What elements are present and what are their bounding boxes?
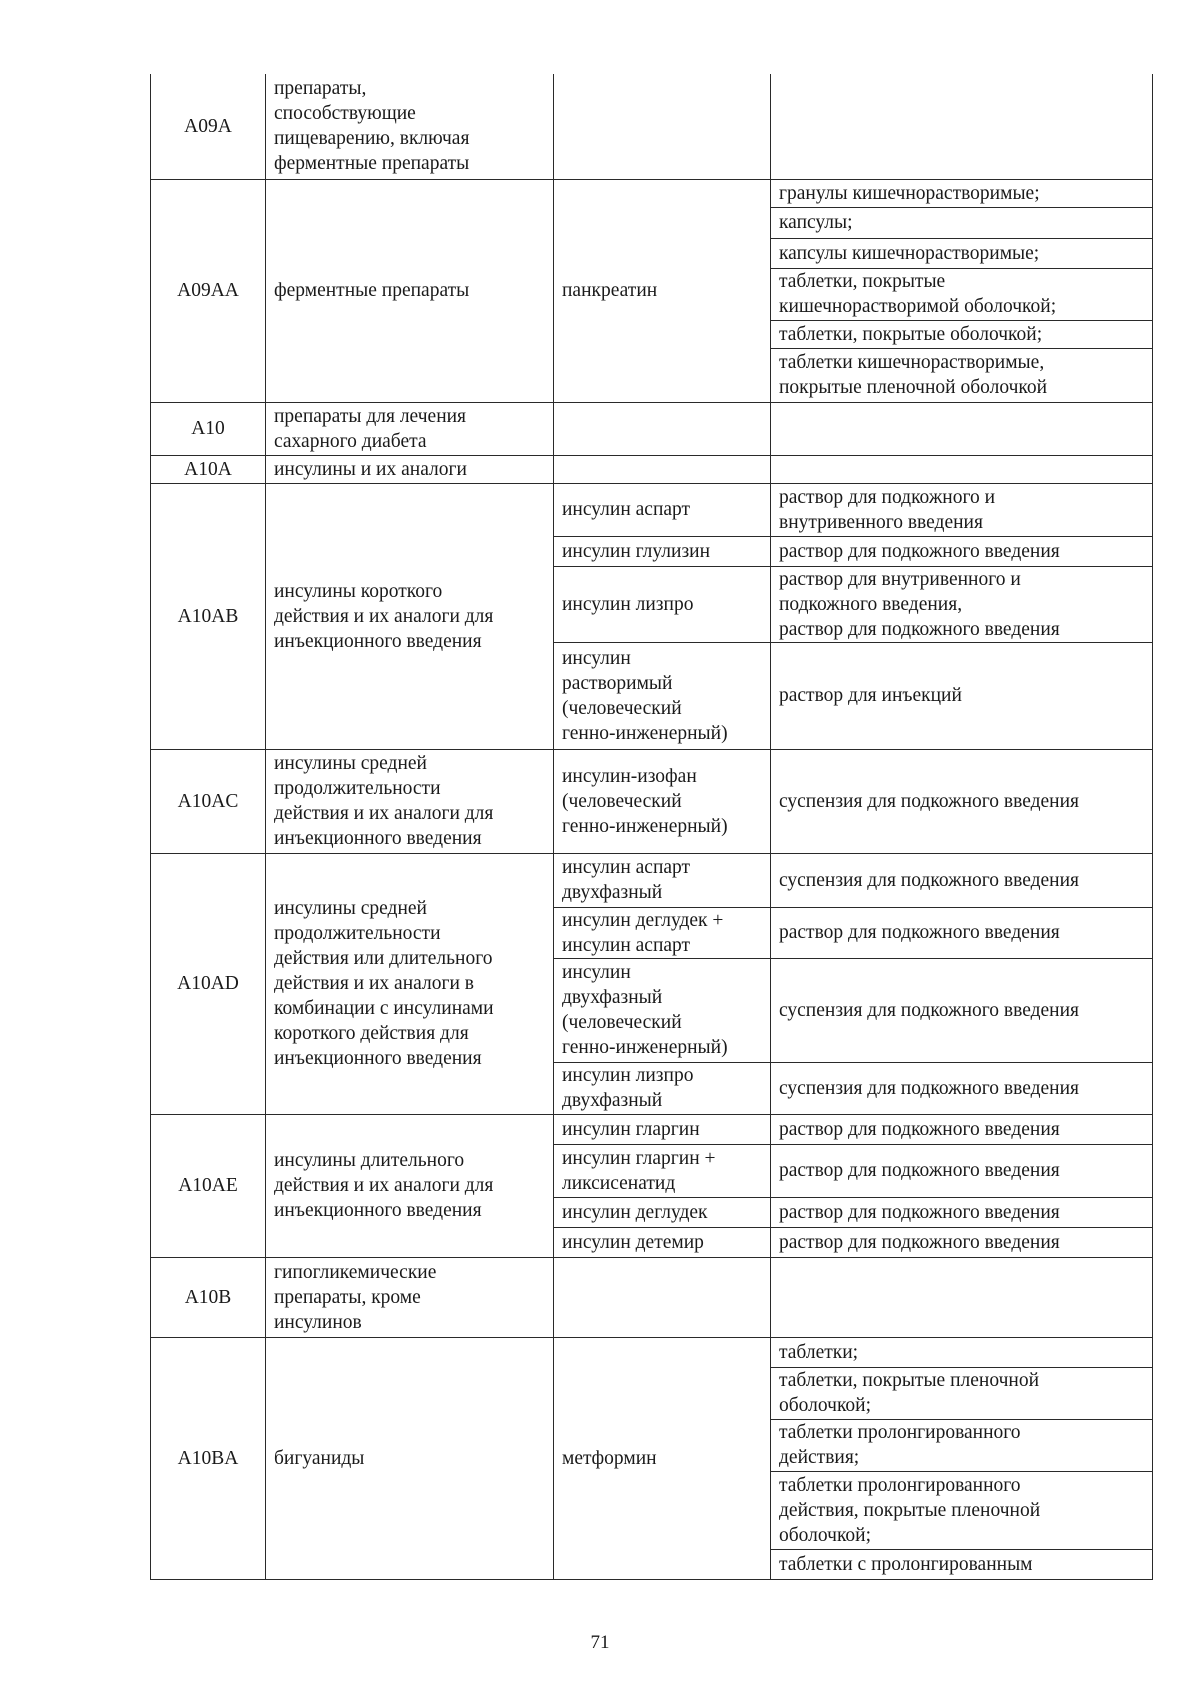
form-cell: гранулы кишечнорастворимые; (771, 179, 1153, 207)
table-row (151, 74, 1153, 179)
table-row (151, 483, 1153, 536)
drug-cell: инсулин двухфазный (человеческий генно-инженерный) (554, 958, 771, 1062)
form-cell: раствор для подкожного введения (771, 1227, 1153, 1257)
drug-cell: инсулин деглудек (554, 1197, 771, 1227)
drug-cell: инсулин детемир (554, 1227, 771, 1257)
form-cell: таблетки пролонгированного действия, покрытые пленочной оболочкой; (771, 1471, 1153, 1549)
drug-cell: инсулин деглудек + инсулин аспарт (554, 907, 771, 958)
form-cell: таблетки с пролонгированным (771, 1549, 1153, 1579)
form-cell: капсулы; (771, 207, 1153, 238)
drug-cell (554, 455, 771, 483)
form-cell (771, 455, 1153, 483)
atc-code-cell: A10AD (151, 853, 266, 1114)
form-cell: суспензия для подкожного введения (771, 749, 1153, 853)
group-name-cell: инсулины средней продолжительности действия и их аналоги для инъекционного введения (266, 749, 554, 853)
drug-cell: инсулин аспарт двухфазный (554, 853, 771, 907)
drug-cell (554, 402, 771, 455)
drug-cell: инсулин лизпро (554, 566, 771, 642)
atc-code-cell: A09A (151, 74, 266, 179)
group-name-cell: инсулины короткого действия и их аналоги для инъекционного введения (266, 483, 554, 749)
atc-code-cell: A10 (151, 402, 266, 455)
atc-code-cell: A10BA (151, 1337, 266, 1579)
drug-cell: инсулин аспарт (554, 483, 771, 536)
form-cell: суспензия для подкожного введения (771, 958, 1153, 1062)
drug-cell: инсулин глулизин (554, 536, 771, 566)
drug-classification-table (150, 74, 1153, 1580)
form-cell: раствор для внутривенного и подкожного введения, раствор для подкожного введения (771, 566, 1153, 642)
drug-cell: инсулин лизпро двухфазный (554, 1062, 771, 1114)
form-cell: таблетки; (771, 1337, 1153, 1367)
atc-code-cell: A10B (151, 1257, 266, 1337)
group-name-cell: препараты, способствующие пищеварению, включая ферментные препараты (266, 74, 554, 179)
form-cell: суспензия для подкожного введения (771, 1062, 1153, 1114)
drug-cell: панкреатин (554, 179, 771, 402)
drug-cell (554, 74, 771, 179)
form-cell (771, 74, 1153, 179)
form-cell: капсулы кишечнорастворимые; (771, 238, 1153, 268)
form-cell: раствор для подкожного введения (771, 1144, 1153, 1197)
table-row (151, 455, 1153, 483)
drug-cell (554, 1257, 771, 1337)
table-row (151, 179, 1153, 207)
page-number: 71 (590, 1632, 610, 1653)
atc-code-cell: A10AC (151, 749, 266, 853)
group-name-cell: инсулины и их аналоги (266, 455, 554, 483)
form-cell (771, 402, 1153, 455)
drug-cell: метформин (554, 1337, 771, 1579)
atc-code-cell: A10AE (151, 1114, 266, 1257)
table-row (151, 1257, 1153, 1337)
form-cell: раствор для инъекций (771, 642, 1153, 749)
table-row (151, 853, 1153, 907)
group-name-cell: препараты для лечения сахарного диабета (266, 402, 554, 455)
table-row (151, 749, 1153, 853)
form-cell: таблетки, покрытые пленочной оболочкой; (771, 1367, 1153, 1419)
group-name-cell: гипогликемические препараты, кроме инсулинов (266, 1257, 554, 1337)
drug-cell: инсулин гларгин + ликсисенатид (554, 1144, 771, 1197)
atc-code-cell: A10AB (151, 483, 266, 749)
form-cell: раствор для подкожного введения (771, 907, 1153, 958)
table-row (151, 1337, 1153, 1367)
form-cell: раствор для подкожного введения (771, 536, 1153, 566)
atc-code-cell: A10A (151, 455, 266, 483)
table-row (151, 402, 1153, 455)
form-cell: суспензия для подкожного введения (771, 853, 1153, 907)
group-name-cell: бигуаниды (266, 1337, 554, 1579)
drug-cell: инсулин растворимый (человеческий генно-инженерный) (554, 642, 771, 749)
table-row (151, 1114, 1153, 1144)
form-cell: таблетки пролонгированного действия; (771, 1419, 1153, 1471)
form-cell: раствор для подкожного введения (771, 1197, 1153, 1227)
form-cell: таблетки кишечнорастворимые, покрытые пленочной оболочкой (771, 348, 1153, 402)
form-cell (771, 1257, 1153, 1337)
atc-code-cell: A09AA (151, 179, 266, 402)
form-cell: таблетки, покрытые оболочкой; (771, 320, 1153, 348)
drug-cell: инсулин-изофан (человеческий генно-инженерный) (554, 749, 771, 853)
drug-cell: инсулин гларгин (554, 1114, 771, 1144)
form-cell: раствор для подкожного и внутривенного введения (771, 483, 1153, 536)
form-cell: таблетки, покрытые кишечнорастворимой оболочкой; (771, 268, 1153, 320)
group-name-cell: инсулины длительного действия и их аналоги для инъекционного введения (266, 1114, 554, 1257)
group-name-cell: ферментные препараты (266, 179, 554, 402)
form-cell: раствор для подкожного введения (771, 1114, 1153, 1144)
group-name-cell: инсулины средней продолжительности действия или длительного действия и их аналоги в комбинации с инсулинами короткого действия для инъекционного введения (266, 853, 554, 1114)
